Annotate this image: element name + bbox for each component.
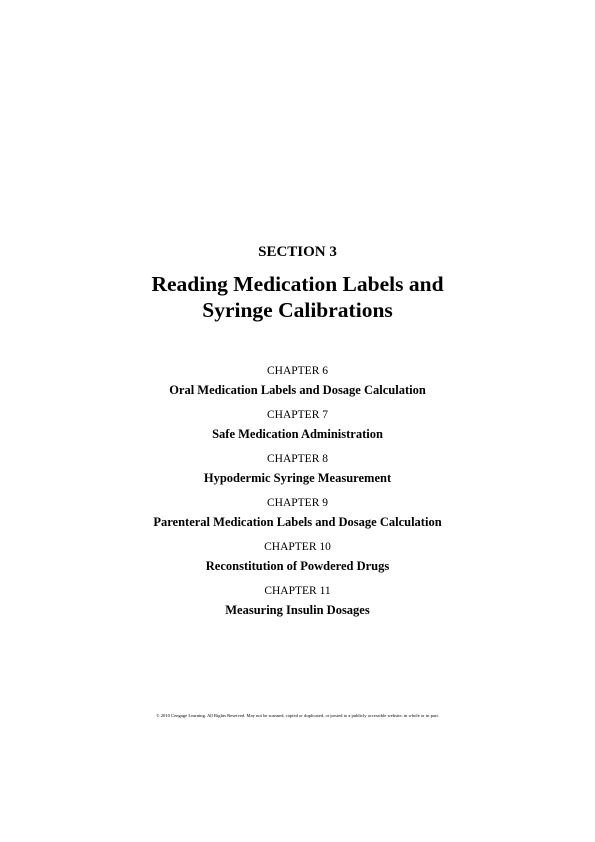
chapter-title: Reconstitution of Powdered Drugs <box>205 559 390 573</box>
chapter-entry-8 <box>0 450 595 494</box>
chapter-number: CHAPTER 7 <box>266 409 329 421</box>
chapter-entry-11 <box>0 582 595 626</box>
chapter-number: CHAPTER 9 <box>266 497 329 509</box>
chapter-number: CHAPTER 8 <box>266 453 329 465</box>
chapter-title: Safe Medication Administration <box>212 427 383 441</box>
chapter-number: CHAPTER 10 <box>264 541 331 553</box>
chapter-title: Measuring Insulin Dosages <box>225 603 370 617</box>
section-title-line-1: Reading Medication Labels and <box>151 272 444 296</box>
chapter-entry-10 <box>0 538 595 582</box>
section-label: SECTION 3 <box>258 244 337 260</box>
chapter-entry-7 <box>0 406 595 450</box>
chapter-number: CHAPTER 11 <box>264 585 331 597</box>
chapter-entry-6 <box>0 362 595 406</box>
copyright-notice: © 2010 Cengage Learning. All Rights Reserved. May not be scanned, copied or duplicated, or posted to a publicly accessible website, in whole or in part. <box>156 713 439 718</box>
chapter-title: Hypodermic Syringe Measurement <box>203 471 392 485</box>
chapter-number: CHAPTER 6 <box>266 365 329 377</box>
section-title-line-2: Syringe Calibrations <box>202 298 393 322</box>
chapter-list <box>0 362 595 626</box>
section-title <box>0 271 595 323</box>
chapter-entry-9 <box>0 494 595 538</box>
chapter-title: Oral Medication Labels and Dosage Calculation <box>169 383 426 397</box>
chapter-title: Parenteral Medication Labels and Dosage Calculation <box>153 515 442 529</box>
